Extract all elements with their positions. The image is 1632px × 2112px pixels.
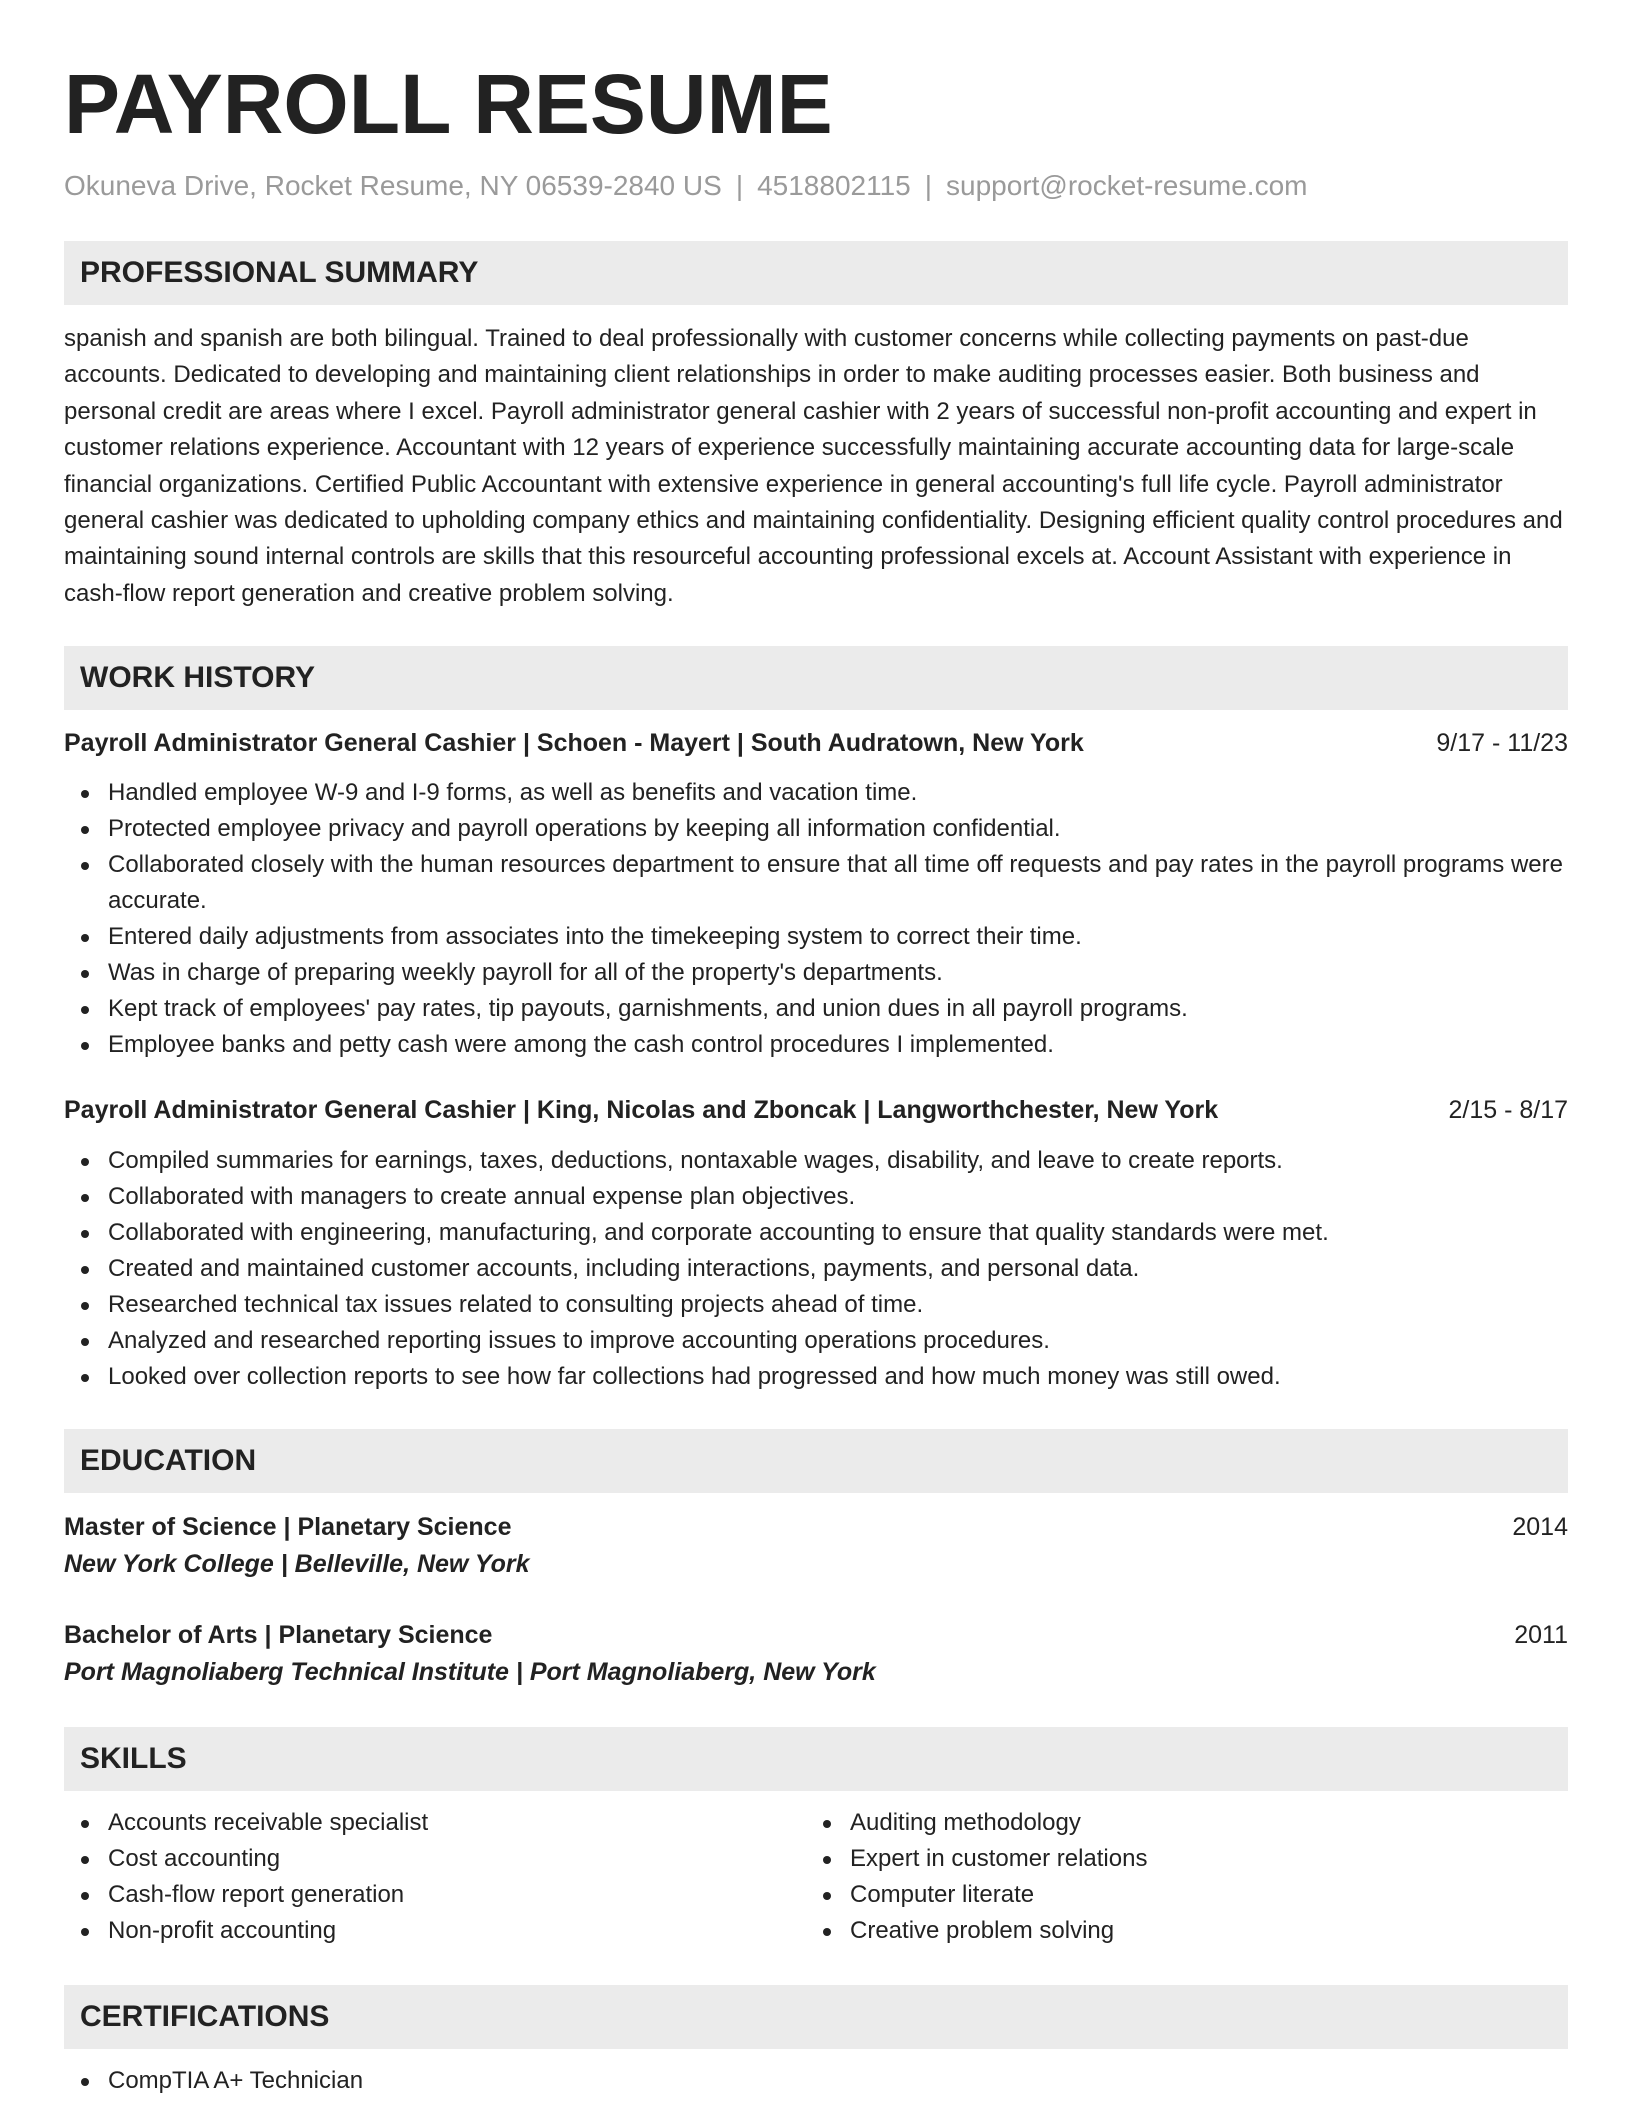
- list-item: Auditing methodology: [806, 1805, 1548, 1841]
- education-header: [64, 1509, 1568, 1545]
- job-bullets: [64, 1143, 1568, 1395]
- list-item: Non-profit accounting: [64, 1913, 806, 1949]
- list-item: Compiled summaries for earnings, taxes, deductions, nontaxable wages, disability, and leave to create reports.: [64, 1143, 1568, 1179]
- contact-phone: 4518802115: [757, 170, 911, 201]
- list-item: Looked over collection reports to see how far collections had progressed and how much money was still owed.: [64, 1359, 1568, 1395]
- education-year: 2014: [1512, 1513, 1568, 1542]
- list-item: Creative problem solving: [806, 1913, 1548, 1949]
- list-item: Employee banks and petty cash were among the cash control procedures I implemented.: [64, 1027, 1568, 1063]
- summary-heading: PROFESSIONAL SUMMARY: [64, 241, 1568, 305]
- certifications-list: [64, 2063, 1568, 2099]
- job-title: Payroll Administrator General Cashier | Schoen - Mayert | South Audratown, New York: [64, 729, 1084, 758]
- education-school: Port Magnoliaberg Technical Institute | Port Magnoliaberg, New York: [64, 1658, 876, 1687]
- education-entry: [64, 1509, 1568, 1583]
- list-item: Created and maintained customer accounts, including interactions, payments, and personal data.: [64, 1251, 1568, 1287]
- job-bullets: [64, 775, 1568, 1063]
- contact-separator: |: [735, 170, 744, 201]
- list-item: Cash-flow report generation: [64, 1877, 806, 1913]
- skills-column-left: [64, 1805, 806, 1949]
- list-item: Kept track of employees' pay rates, tip payouts, garnishments, and union dues in all payroll programs.: [64, 991, 1568, 1027]
- education-degree: Bachelor of Arts | Planetary Science: [64, 1621, 493, 1650]
- skills-grid: [64, 1805, 1568, 1949]
- work-history-heading: WORK HISTORY: [64, 646, 1568, 710]
- skills-column-right: [806, 1805, 1548, 1949]
- certifications-heading: CERTIFICATIONS: [64, 1985, 1568, 2049]
- list-item: Researched technical tax issues related to consulting projects ahead of time.: [64, 1287, 1568, 1323]
- education-header: [64, 1617, 1568, 1653]
- job-entry: [64, 726, 1568, 1063]
- list-item: Collaborated with engineering, manufacturing, and corporate accounting to ensure that quality standards were met.: [64, 1215, 1568, 1251]
- job-dates: 2/15 - 8/17: [1448, 1096, 1568, 1125]
- job-entry: [64, 1093, 1568, 1395]
- list-item: Protected employee privacy and payroll operations by keeping all information confidential.: [64, 811, 1568, 847]
- list-item: Computer literate: [806, 1877, 1548, 1913]
- list-item: CompTIA A+ Technician: [64, 2063, 1568, 2099]
- list-item: Cost accounting: [64, 1841, 806, 1877]
- contact-email: support@rocket-resume.com: [946, 170, 1308, 201]
- contact-line: [64, 168, 1568, 204]
- skills-section: [64, 1727, 1568, 1949]
- education-entry: [64, 1617, 1568, 1691]
- job-header: [64, 726, 1568, 760]
- list-item: Analyzed and researched reporting issues to improve accounting operations procedures.: [64, 1323, 1568, 1359]
- list-item: Collaborated with managers to create annual expense plan objectives.: [64, 1179, 1568, 1215]
- education-section: [64, 1429, 1568, 1691]
- resume-name: PAYROLL RESUME: [64, 57, 833, 151]
- summary-section: [64, 241, 1568, 612]
- list-item: Accounts receivable specialist: [64, 1805, 806, 1841]
- job-title: Payroll Administrator General Cashier | King, Nicolas and Zboncak | Langworthchester, New York: [64, 1096, 1219, 1125]
- summary-text: spanish and spanish are both bilingual. Trained to deal professionally with customer concerns while collecting payments on past-due accounts. Dedicated to developing and maintaining client relationships in order to make auditing processes easier. Both business and personal credit are areas where I excel. Payroll administrator general cashier with 2 years of successful non-profit accounting and expert in customer relations experience. Accountant with 12 years of experience successfully maintaining accurate accounting data for large-scale financial organizations. Certified Public Accountant with extensive experience in general accounting's full life cycle. Payroll administrator general cashier was dedicated to upholding company ethics and maintaining confidentiality. Designing efficient quality control procedures and maintaining sound internal controls are skills that this resourceful accounting professional excels at. Account Assistant with experience in cash-flow report generation and creative problem solving.: [64, 325, 1563, 607]
- contact-address: Okuneva Drive, Rocket Resume, NY 06539-2840 US: [64, 170, 722, 201]
- job-dates: 9/17 - 11/23: [1436, 729, 1568, 758]
- job-header: [64, 1093, 1568, 1127]
- work-history-section: [64, 646, 1568, 1395]
- list-item: Expert in customer relations: [806, 1841, 1548, 1877]
- education-school: New York College | Belleville, New York: [64, 1550, 530, 1579]
- contact-separator: |: [924, 170, 933, 201]
- list-item: Was in charge of preparing weekly payroll for all of the property's departments.: [64, 955, 1568, 991]
- list-item: Entered daily adjustments from associates into the timekeeping system to correct their time.: [64, 919, 1568, 955]
- list-item: Handled employee W-9 and I-9 forms, as well as benefits and vacation time.: [64, 775, 1568, 811]
- education-degree: Master of Science | Planetary Science: [64, 1513, 512, 1542]
- education-heading: EDUCATION: [64, 1429, 1568, 1493]
- list-item: Collaborated closely with the human resources department to ensure that all time off requests and pay rates in the payroll programs were accurate.: [64, 847, 1568, 919]
- certifications-section: [64, 1985, 1568, 2099]
- skills-heading: SKILLS: [64, 1727, 1568, 1791]
- education-year: 2011: [1514, 1621, 1568, 1650]
